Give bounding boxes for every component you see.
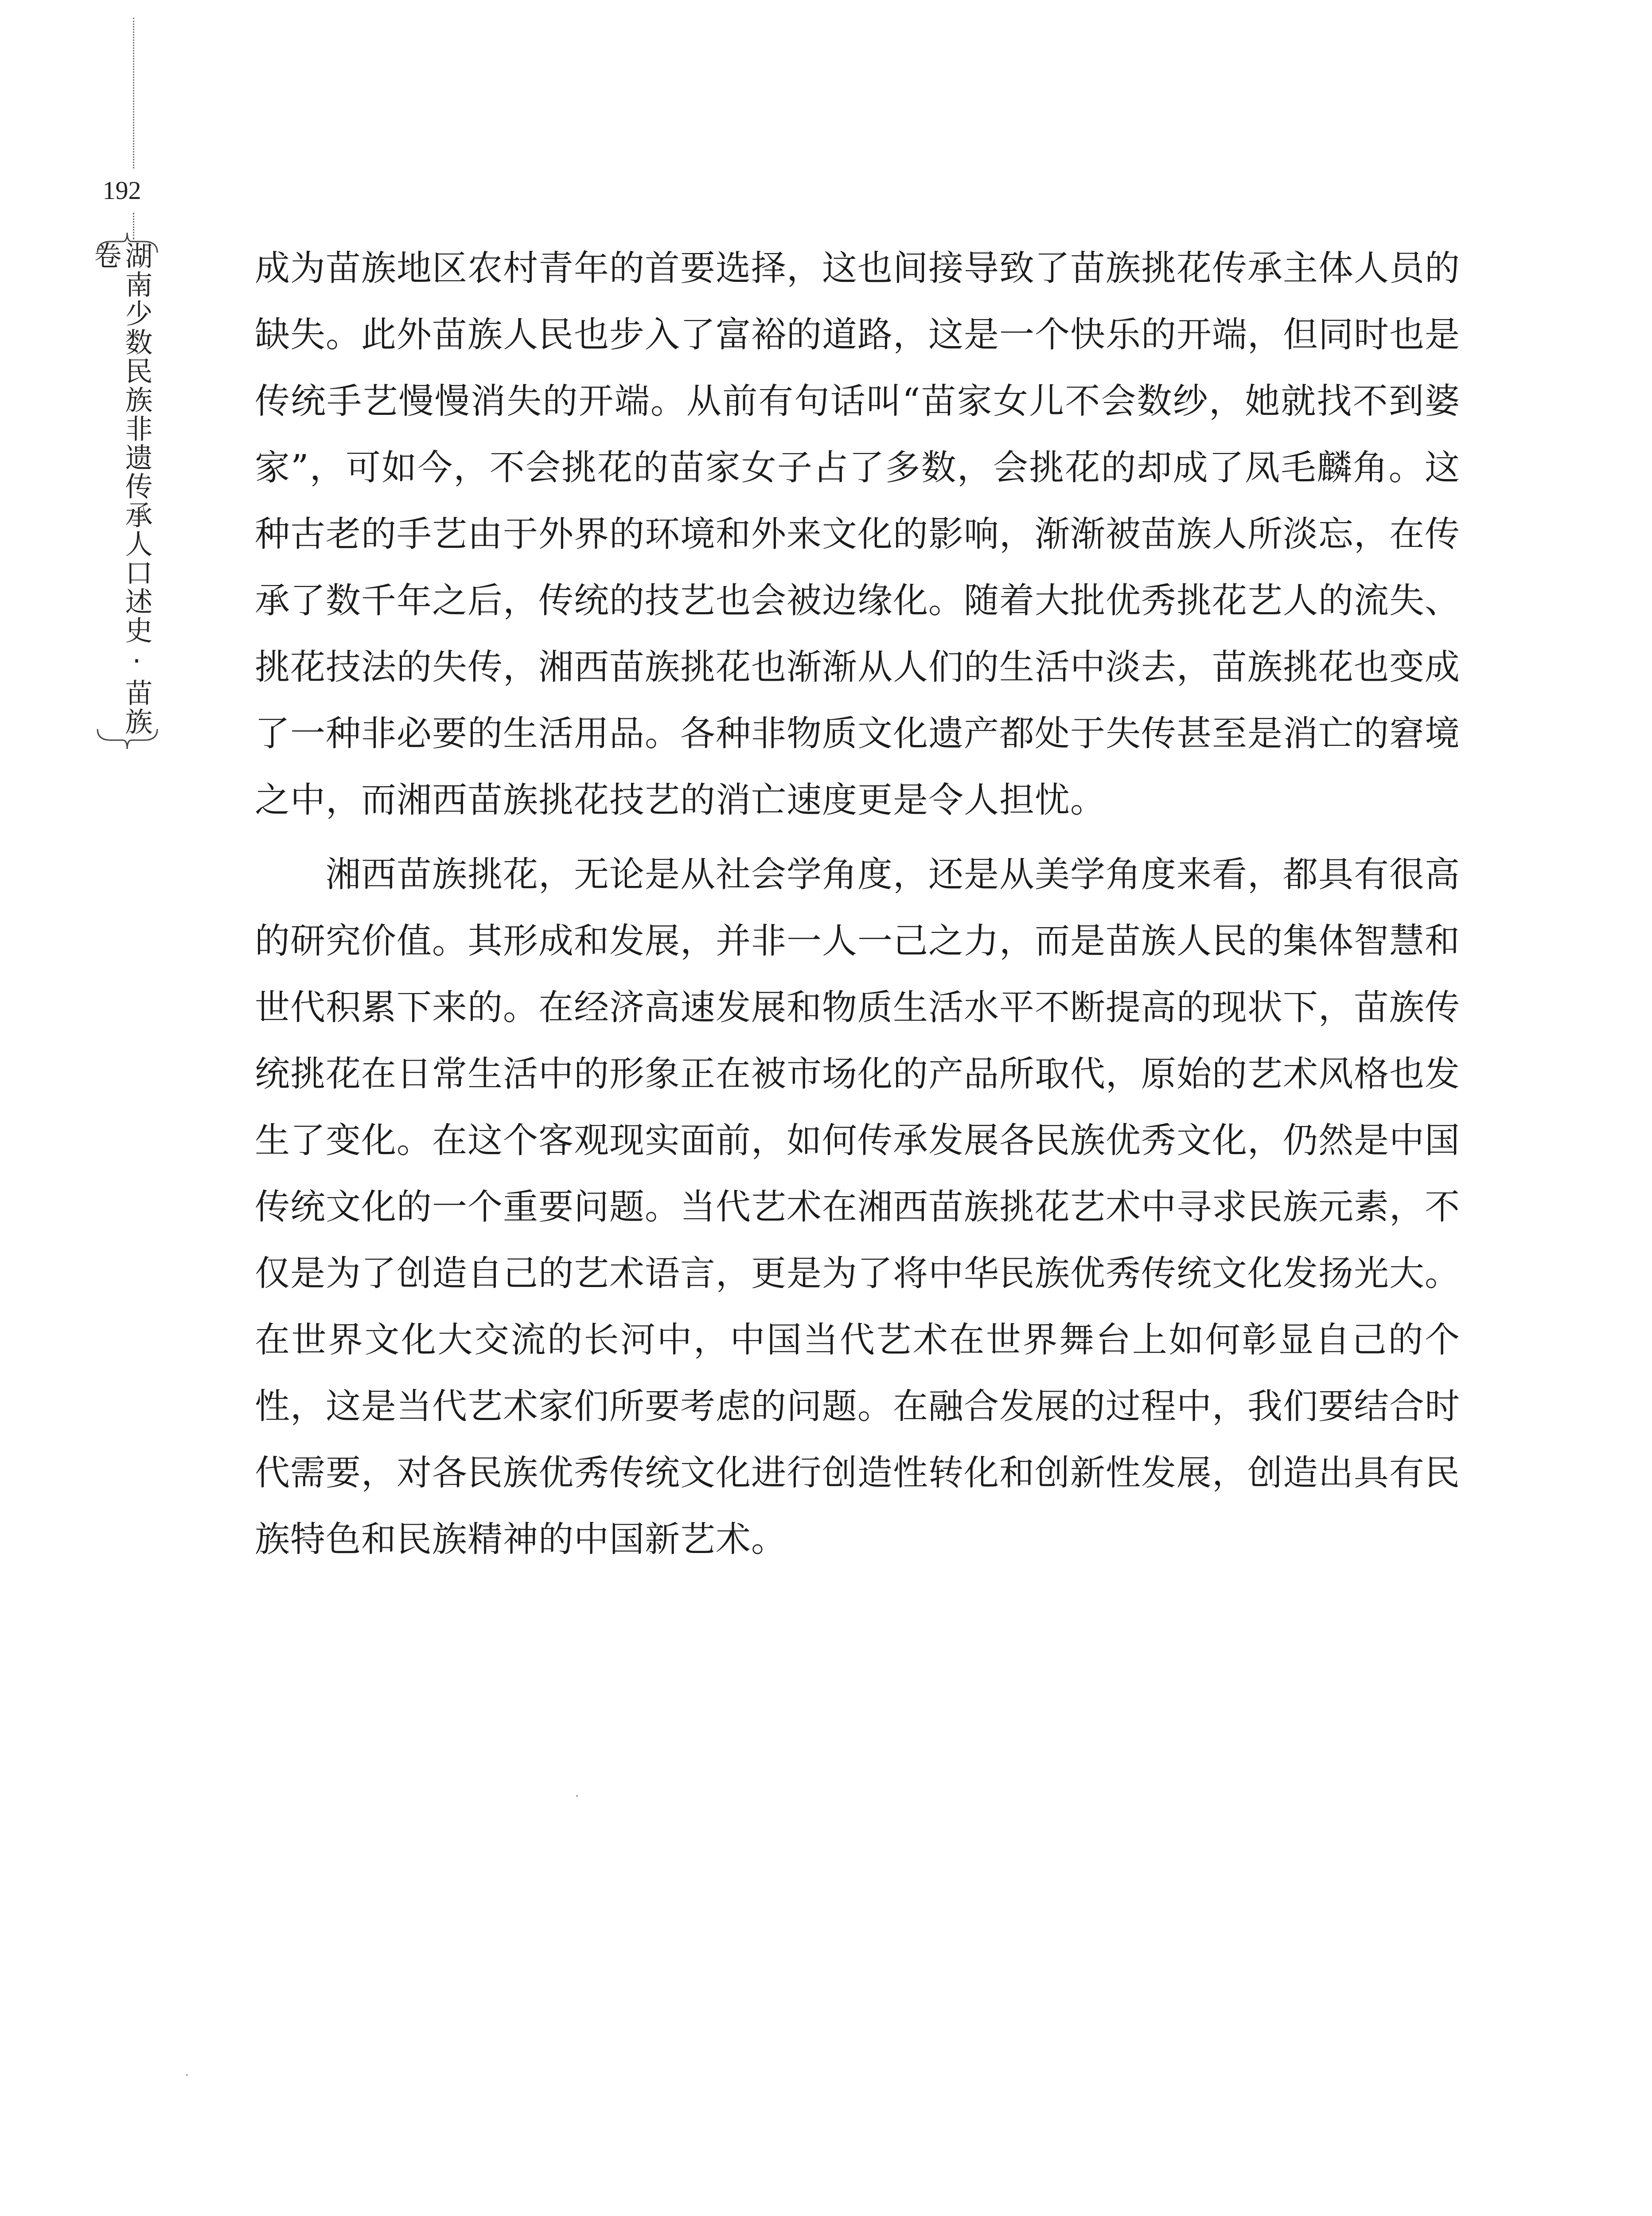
running-title-bracket-bottom xyxy=(95,727,160,753)
paragraph-2: 湘西苗族挑花，无论是从社会学角度，还是从美学角度来看，都具有很高的研究价值。其形成和发展，并非一人一己之力，而是苗族人民的集体智慧和世代积累下来的。在经济高速发展和物质生活水平不断提高的现状下，苗族传统挑花在日常生活中的形象正在被市场化的产品所取代，原始的艺术风格也发生了变化。在这个客观现实面前，如何传承发展各民族优秀文化，仍然是中国传统文化的一个重要问题。当代艺术在湘西苗族挑花艺术中寻求民族元素，不仅是为了创造自己的艺术语言，更是为了将中华民族优秀传统文化发扬光大。在世界文化大交流的长河中，中国当代艺术在世界舞台上如何彰显自己的个性，这是当代艺术家们所要考虑的问题。在融合发展的过程中，我们要结合时代需要，对各民族优秀传统文化进行创造性转化和创新性发展，创造出具有民族特色和民族精神的中国新艺术。 xyxy=(255,854,1460,1560)
paragraph-1: 成为苗族地区农村青年的首要选择，这也间接导致了苗族挑花传承主体人员的缺失。此外苗族人民也步入了富裕的道路，这是一个快乐的开端，但同时也是传统手艺慢慢消失的开端。从前有句话叫“苗家女儿不会数纱，她就找不到婆家”，可如今，不会挑花的苗家女子占了多数，会挑花的却成了凤毛麟角。这种古老的手艺由于外界的环境和外来文化的影响，渐渐被苗族人所淡忘，在传承了数千年之后，传统的技艺也会被边缘化。随着大批优秀挑花艺人的流失、挑花技法的失传，湘西苗族挑花也渐渐从人们的生活中淡去，苗族挑花也变成了一种非必要的生活用品。各种非物质文化遗产都处于失传甚至是消亡的窘境之中，而湘西苗族挑花技艺的消亡速度更是令人担忧。 xyxy=(255,248,1460,820)
scan-speck xyxy=(186,2074,188,2076)
scan-speck xyxy=(576,1795,578,1797)
top-dotted-rule xyxy=(133,18,134,168)
running-title: 湖南少数民族非遗传承人口述史·苗族卷 xyxy=(90,242,153,736)
body-text xyxy=(255,235,1460,1572)
page-number: 192 xyxy=(102,176,141,205)
